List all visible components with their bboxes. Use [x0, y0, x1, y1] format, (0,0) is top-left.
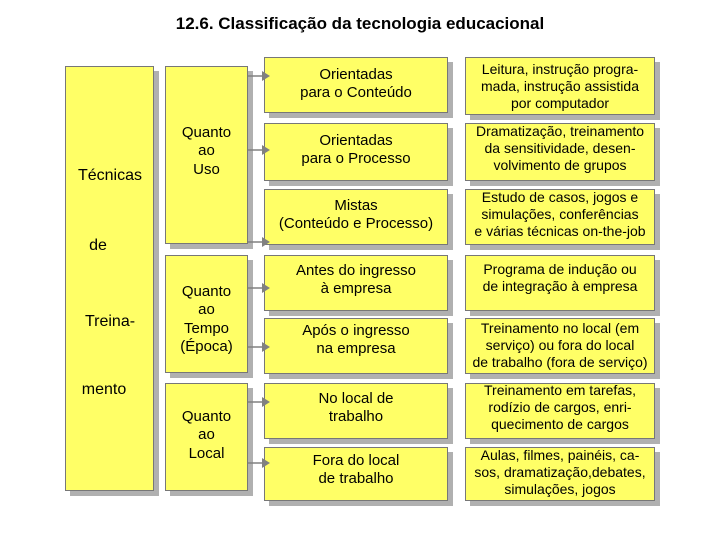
- group-label-local: Quanto ao Local: [181, 408, 232, 462]
- description-text: Treinamento em tarefas, rodízio de cargos, enri- quecimento de cargos: [484, 382, 636, 433]
- category-label: Após o ingresso na empresa: [302, 322, 410, 358]
- description-text: Dramatização, treinamento da sensitividade, desen- volvimento de grupos: [475, 123, 645, 174]
- page-title: 12.6. Classificação da tecnologia educacional: [175, 14, 545, 33]
- description-text: Programa de indução ou de integração à empresa: [482, 261, 638, 295]
- tecnicas-label: Técnicas: [77, 167, 143, 184]
- arrow-head-icon: [262, 145, 270, 155]
- category-label: Orientadas para o Processo: [301, 132, 411, 168]
- category-label: Orientadas para o Conteúdo: [300, 66, 412, 102]
- description-text: Treinamento no local (em serviço) ou fora do local de trabalho (fora de serviço): [472, 320, 648, 371]
- arrow-head-icon: [262, 397, 270, 407]
- category-label: Mistas (Conteúdo e Processo): [278, 197, 434, 233]
- de-label: de: [89, 237, 107, 254]
- arrow-head-icon: [262, 283, 270, 293]
- category-label: No local de trabalho: [318, 390, 394, 426]
- description-text: Estudo de casos, jogos e simulações, conferências e várias técnicas on-the-job: [474, 189, 646, 240]
- arrow-head-icon: [262, 237, 270, 247]
- treina-label: Treina-: [84, 313, 136, 330]
- group-label-uso: Quanto ao Uso: [181, 124, 232, 178]
- mento-label: mento: [81, 381, 127, 398]
- arrow-head-icon: [262, 71, 270, 81]
- arrow-head-icon: [262, 342, 270, 352]
- description-text: Leitura, instrução progra- mada, instrução assistida por computador: [481, 61, 639, 112]
- description-text: Aulas, filmes, painéis, ca- sos, dramatização,debates, simulações, jogos: [474, 447, 646, 498]
- category-label: Antes do ingresso à empresa: [295, 262, 417, 298]
- category-label: Fora do local de trabalho: [312, 452, 400, 488]
- arrow-head-icon: [262, 458, 270, 468]
- group-label-tempo: Quanto ao Tempo (Época): [180, 283, 233, 355]
